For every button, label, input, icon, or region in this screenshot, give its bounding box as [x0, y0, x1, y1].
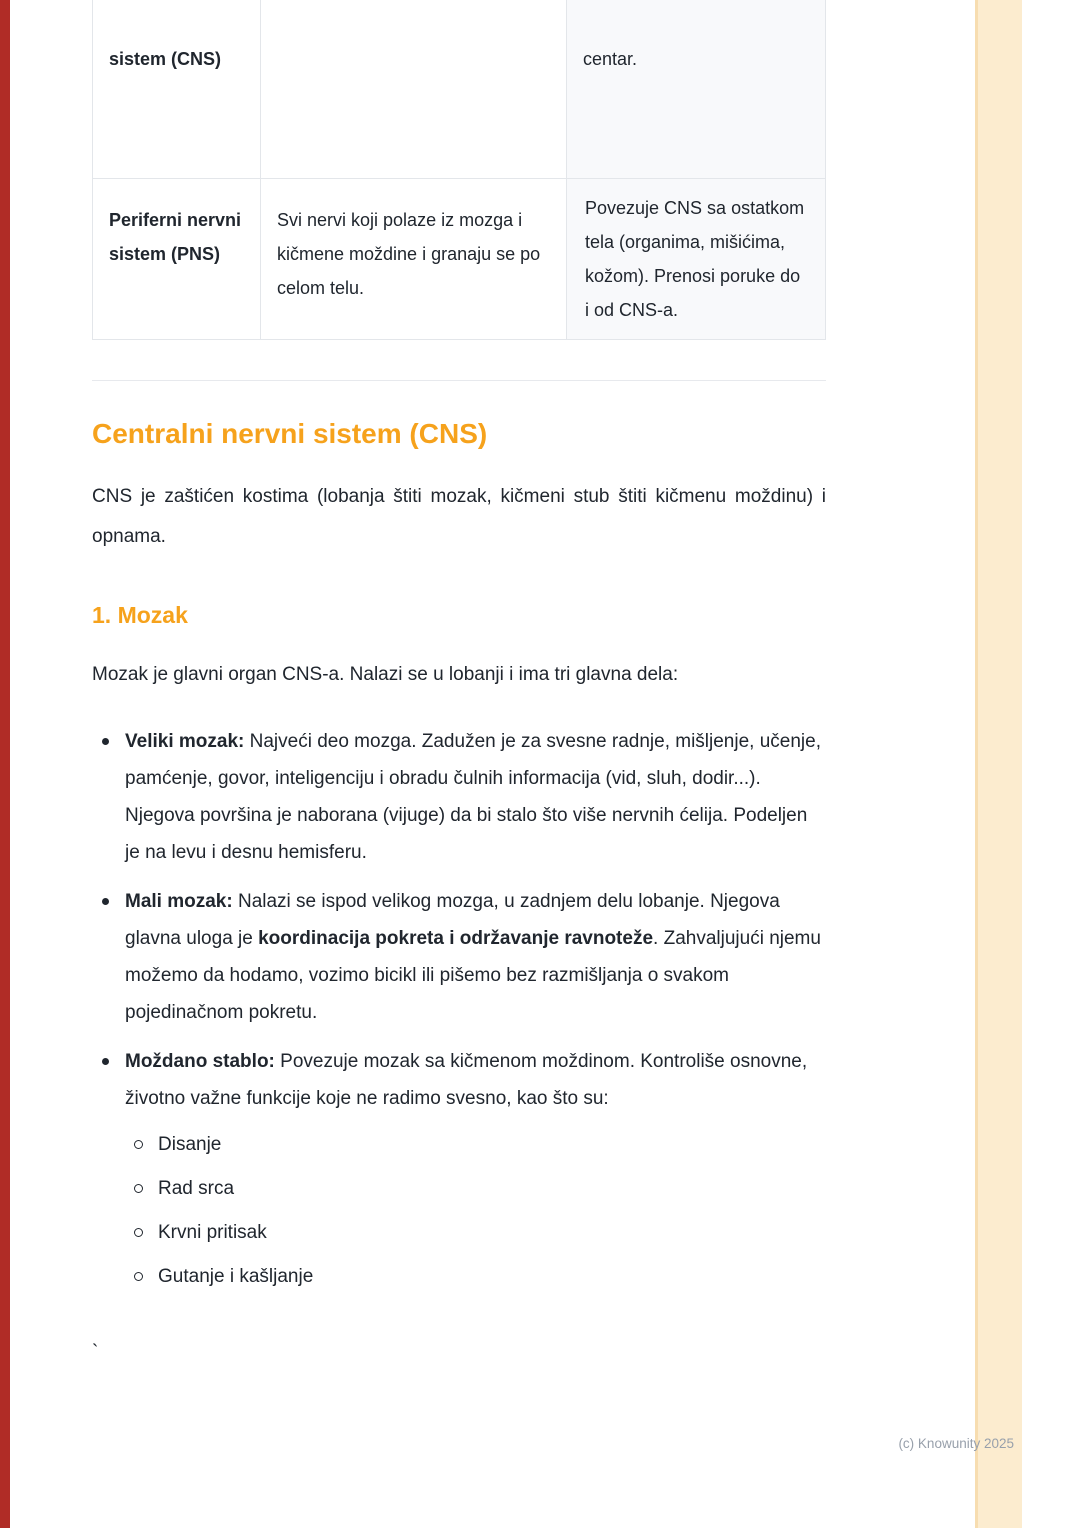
mozak-intro-paragraph: Mozak je glavni organ CNS-a. Nalazi se u lobanji i ima tri glavna dela:	[92, 664, 679, 685]
vital-functions-list	[125, 1127, 826, 1295]
table-row	[93, 179, 826, 340]
cell-text: Povezuje CNS sa ostatkom tela (organima, mišićima, kožom). Prenosi poruke do i od CNS-a.	[585, 198, 805, 320]
list-item-gutanje: Gutanje i kašljanje	[125, 1259, 826, 1295]
cell-text: centar.	[583, 49, 638, 69]
table-cell-system-name	[93, 0, 261, 179]
table-cell-function	[567, 179, 826, 340]
list-item-text: . Zahvaljujući njemu možemo da hodamo, vozimo bicikl ili pišemo bez razmišljanja o svakom pojedinačnom pokretu.	[125, 928, 821, 1023]
table-cell-system-name	[93, 179, 261, 340]
table-cell-description	[261, 0, 567, 179]
list-item-term: Moždano stablo:	[125, 1051, 275, 1072]
list-item-term: Mali mozak:	[125, 891, 233, 912]
list-item-mozdano-stablo	[92, 1043, 826, 1295]
list-item-text: Najveći deo mozga. Zadužen je za svesne radnje, mišljenje, učenje, pamćenje, govor, inteligenciju i obradu čulnih informacija (vid, sluh, dodir...). Njegova površina je naborana (vijuge) da bi stalo što više nervnih ćelija. Podeljen je na levu i desnu hemisferu.	[125, 731, 821, 863]
list-item-emphasis: koordinacija pokreta i održavanje ravnoteže	[258, 928, 654, 949]
subsection-heading-mozak: 1. Mozak	[92, 602, 188, 628]
list-item-term: Veliki mozak:	[125, 731, 245, 752]
list-item-rad-srca: Rad srca	[125, 1171, 826, 1207]
cell-text: Periferni nervni sistem (PNS)	[109, 210, 242, 264]
section-heading-cns: Centralni nervni sistem (CNS)	[92, 418, 488, 449]
table-row	[93, 0, 826, 179]
stray-backtick: `	[92, 1342, 99, 1363]
right-accent-stripe	[975, 0, 1022, 1528]
table-cell-function	[567, 0, 826, 179]
list-item-krvni-pritisak: Krvni pritisak	[125, 1215, 826, 1251]
cell-text: sistem (CNS)	[109, 49, 222, 69]
copyright-footer: (c) Knowunity 2025	[898, 1436, 1014, 1451]
page-content	[92, 0, 826, 1371]
cns-intro-paragraph: CNS je zaštićen kostima (lobanja štiti mozak, kičmeni stub štiti kičmenu moždinu) i opnama.	[92, 486, 826, 547]
cell-text: Svi nervi koji polaze iz mozga i kičmene moždine i granaju se po celom telu.	[277, 210, 541, 298]
table-cell-description	[261, 179, 567, 340]
brain-parts-list	[92, 723, 826, 1295]
list-item-veliki-mozak	[92, 723, 826, 871]
list-item-text: Povezuje mozak sa kičmenom moždinom. Kontroliše osnovne, životno važne funkcije koje ne radimo svesno, kao što su:	[125, 1051, 808, 1109]
nervous-system-table	[92, 0, 826, 340]
list-item-text: Nalazi se ispod velikog mozga, u zadnjem delu lobanje. Njegova glavna uloga je	[125, 891, 780, 949]
left-accent-stripe	[0, 0, 10, 1528]
list-item-disanje: Disanje	[125, 1127, 826, 1163]
list-item-mali-mozak	[92, 883, 826, 1031]
section-divider	[92, 380, 826, 381]
